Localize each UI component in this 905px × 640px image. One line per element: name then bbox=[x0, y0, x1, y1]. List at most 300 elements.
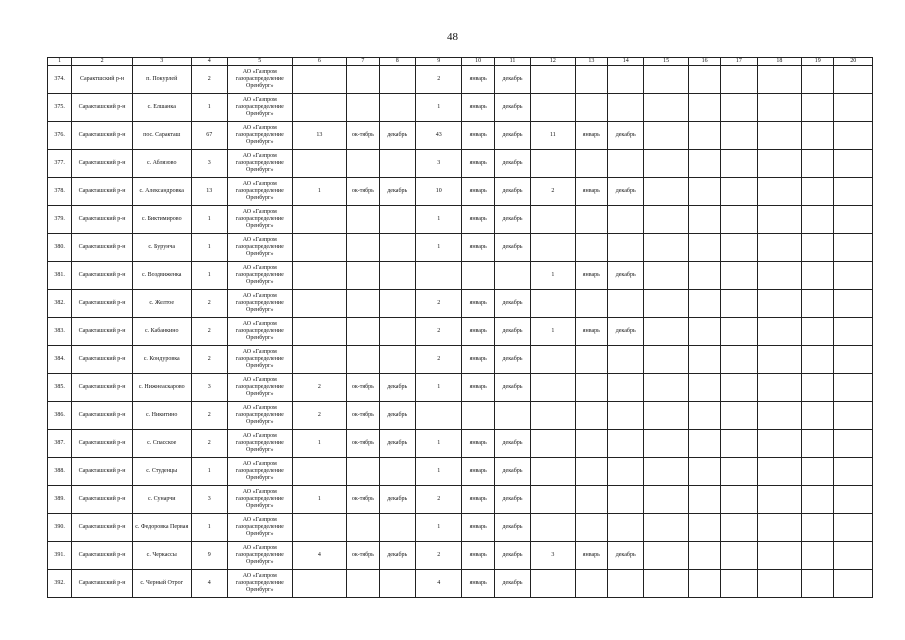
cell-row-number: 383. bbox=[48, 318, 72, 346]
table-row bbox=[48, 94, 873, 122]
cell-end-c bbox=[608, 570, 644, 598]
cell-col-17 bbox=[721, 486, 757, 514]
cell-end-a bbox=[379, 458, 415, 486]
cell-end-b: декабрь bbox=[494, 430, 530, 458]
cell-settlement: с. Александровка bbox=[132, 178, 191, 206]
cell-col-17 bbox=[721, 570, 757, 598]
column-number-cell: 20 bbox=[834, 58, 873, 66]
cell-total-count: 2 bbox=[191, 66, 227, 94]
cell-col-19 bbox=[802, 206, 834, 234]
cell-end-b: декабрь bbox=[494, 150, 530, 178]
cell-col-19 bbox=[802, 570, 834, 598]
cell-total-count: 1 bbox=[191, 206, 227, 234]
cell-organization: АО «Газпром газораспределение Оренбург» bbox=[227, 122, 292, 150]
table-row bbox=[48, 318, 873, 346]
cell-organization: АО «Газпром газораспределение Оренбург» bbox=[227, 514, 292, 542]
cell-count-a bbox=[292, 150, 347, 178]
cell-col-19 bbox=[802, 542, 834, 570]
cell-col-19 bbox=[802, 66, 834, 94]
cell-col-19 bbox=[802, 346, 834, 374]
gasification-table bbox=[47, 57, 873, 598]
cell-col-18 bbox=[757, 206, 801, 234]
cell-start-a: ок-тябрь bbox=[347, 122, 379, 150]
cell-settlement: с. Биктимирово bbox=[132, 206, 191, 234]
table-row bbox=[48, 402, 873, 430]
cell-col-20 bbox=[834, 66, 873, 94]
cell-count-b: 2 bbox=[415, 318, 462, 346]
cell-col-16 bbox=[688, 346, 720, 374]
cell-start-a bbox=[347, 570, 379, 598]
column-number-cell: 4 bbox=[191, 58, 227, 66]
cell-col-20 bbox=[834, 374, 873, 402]
column-number-cell: 11 bbox=[494, 58, 530, 66]
table-row bbox=[48, 570, 873, 598]
cell-start-c bbox=[575, 458, 607, 486]
table-row bbox=[48, 542, 873, 570]
cell-end-b: декабрь bbox=[494, 66, 530, 94]
cell-total-count: 2 bbox=[191, 430, 227, 458]
cell-col-15 bbox=[644, 318, 688, 346]
cell-row-number: 389. bbox=[48, 486, 72, 514]
cell-settlement: с. Черный Отрог bbox=[132, 570, 191, 598]
cell-col-18 bbox=[757, 234, 801, 262]
cell-end-a bbox=[379, 94, 415, 122]
cell-count-b: 2 bbox=[415, 542, 462, 570]
cell-count-c: 2 bbox=[531, 178, 575, 206]
cell-col-17 bbox=[721, 458, 757, 486]
cell-col-15 bbox=[644, 262, 688, 290]
cell-total-count: 3 bbox=[191, 374, 227, 402]
cell-district: Саракташский р-н bbox=[72, 234, 133, 262]
cell-count-b: 1 bbox=[415, 374, 462, 402]
cell-count-a: 1 bbox=[292, 430, 347, 458]
table-row bbox=[48, 486, 873, 514]
cell-col-16 bbox=[688, 178, 720, 206]
cell-total-count: 3 bbox=[191, 150, 227, 178]
cell-end-b: декабрь bbox=[494, 542, 530, 570]
cell-start-a bbox=[347, 150, 379, 178]
cell-count-c bbox=[531, 486, 575, 514]
cell-end-a bbox=[379, 206, 415, 234]
cell-col-18 bbox=[757, 374, 801, 402]
cell-count-b: 1 bbox=[415, 458, 462, 486]
cell-col-20 bbox=[834, 206, 873, 234]
cell-col-16 bbox=[688, 430, 720, 458]
cell-col-18 bbox=[757, 122, 801, 150]
cell-start-b: январь bbox=[462, 94, 494, 122]
cell-col-15 bbox=[644, 430, 688, 458]
cell-organization: АО «Газпром газораспределение Оренбург» bbox=[227, 402, 292, 430]
cell-district: Саракташский р-н bbox=[72, 374, 133, 402]
cell-organization: АО «Газпром газораспределение Оренбург» bbox=[227, 262, 292, 290]
cell-col-17 bbox=[721, 402, 757, 430]
cell-start-b: январь bbox=[462, 178, 494, 206]
cell-start-a bbox=[347, 206, 379, 234]
cell-col-16 bbox=[688, 94, 720, 122]
cell-col-16 bbox=[688, 458, 720, 486]
cell-start-b: январь bbox=[462, 570, 494, 598]
cell-end-c bbox=[608, 94, 644, 122]
cell-col-20 bbox=[834, 150, 873, 178]
cell-district: Саракташский р-н bbox=[72, 122, 133, 150]
table-row bbox=[48, 262, 873, 290]
cell-col-15 bbox=[644, 458, 688, 486]
cell-end-b: декабрь bbox=[494, 458, 530, 486]
cell-col-16 bbox=[688, 486, 720, 514]
cell-count-a bbox=[292, 234, 347, 262]
cell-district: Саракташский р-н bbox=[72, 150, 133, 178]
cell-col-20 bbox=[834, 430, 873, 458]
cell-col-16 bbox=[688, 66, 720, 94]
cell-start-c: январь bbox=[575, 542, 607, 570]
column-number-cell: 19 bbox=[802, 58, 834, 66]
cell-col-15 bbox=[644, 234, 688, 262]
cell-count-b: 1 bbox=[415, 206, 462, 234]
cell-organization: АО «Газпром газораспределение Оренбург» bbox=[227, 542, 292, 570]
cell-total-count: 1 bbox=[191, 514, 227, 542]
cell-end-c bbox=[608, 430, 644, 458]
cell-total-count: 1 bbox=[191, 234, 227, 262]
cell-count-a: 1 bbox=[292, 486, 347, 514]
column-number-row bbox=[48, 58, 873, 66]
column-number-cell: 2 bbox=[72, 58, 133, 66]
cell-organization: АО «Газпром газораспределение Оренбург» bbox=[227, 570, 292, 598]
cell-col-16 bbox=[688, 318, 720, 346]
cell-total-count: 1 bbox=[191, 262, 227, 290]
table-row bbox=[48, 430, 873, 458]
cell-district: Саракташский р-н bbox=[72, 318, 133, 346]
cell-total-count: 3 bbox=[191, 486, 227, 514]
cell-col-18 bbox=[757, 346, 801, 374]
cell-end-b: декабрь bbox=[494, 318, 530, 346]
cell-col-19 bbox=[802, 262, 834, 290]
cell-count-c bbox=[531, 346, 575, 374]
cell-total-count: 2 bbox=[191, 346, 227, 374]
cell-col-20 bbox=[834, 318, 873, 346]
cell-total-count: 13 bbox=[191, 178, 227, 206]
cell-start-c: январь bbox=[575, 122, 607, 150]
table-row bbox=[48, 150, 873, 178]
cell-start-a: ок-тябрь bbox=[347, 542, 379, 570]
cell-col-16 bbox=[688, 570, 720, 598]
cell-row-number: 391. bbox=[48, 542, 72, 570]
cell-col-15 bbox=[644, 122, 688, 150]
cell-start-b: январь bbox=[462, 234, 494, 262]
cell-start-a bbox=[347, 346, 379, 374]
cell-end-c bbox=[608, 290, 644, 318]
cell-start-b: январь bbox=[462, 318, 494, 346]
cell-col-17 bbox=[721, 66, 757, 94]
cell-col-17 bbox=[721, 318, 757, 346]
cell-end-a bbox=[379, 318, 415, 346]
cell-settlement: с. Желтое bbox=[132, 290, 191, 318]
cell-end-b: декабрь bbox=[494, 346, 530, 374]
cell-start-c bbox=[575, 570, 607, 598]
cell-end-a: декабрь bbox=[379, 178, 415, 206]
cell-col-15 bbox=[644, 514, 688, 542]
cell-col-16 bbox=[688, 402, 720, 430]
cell-col-17 bbox=[721, 150, 757, 178]
cell-count-a bbox=[292, 94, 347, 122]
cell-count-b: 1 bbox=[415, 430, 462, 458]
cell-end-a: декабрь bbox=[379, 374, 415, 402]
cell-row-number: 382. bbox=[48, 290, 72, 318]
cell-end-b: декабрь bbox=[494, 290, 530, 318]
cell-district: Саракташский р-н bbox=[72, 206, 133, 234]
cell-organization: АО «Газпром газораспределение Оренбург» bbox=[227, 346, 292, 374]
cell-start-b: январь bbox=[462, 486, 494, 514]
cell-start-a bbox=[347, 514, 379, 542]
cell-settlement: с. Сунарчи bbox=[132, 486, 191, 514]
column-number-cell: 10 bbox=[462, 58, 494, 66]
cell-count-b: 2 bbox=[415, 66, 462, 94]
cell-end-c: декабрь bbox=[608, 542, 644, 570]
cell-total-count: 67 bbox=[191, 122, 227, 150]
cell-organization: АО «Газпром газораспределение Оренбург» bbox=[227, 206, 292, 234]
cell-col-16 bbox=[688, 542, 720, 570]
cell-col-15 bbox=[644, 66, 688, 94]
cell-row-number: 377. bbox=[48, 150, 72, 178]
cell-end-c bbox=[608, 402, 644, 430]
cell-col-16 bbox=[688, 150, 720, 178]
cell-end-b: декабрь bbox=[494, 486, 530, 514]
cell-col-16 bbox=[688, 206, 720, 234]
cell-organization: АО «Газпром газораспределение Оренбург» bbox=[227, 430, 292, 458]
cell-col-16 bbox=[688, 290, 720, 318]
table-header bbox=[48, 58, 873, 66]
cell-count-a: 1 bbox=[292, 178, 347, 206]
cell-count-b: 4 bbox=[415, 570, 462, 598]
cell-start-b: январь bbox=[462, 206, 494, 234]
cell-district: Саракташский р-н bbox=[72, 346, 133, 374]
cell-start-c bbox=[575, 66, 607, 94]
cell-start-a: ок-тябрь bbox=[347, 486, 379, 514]
cell-start-b: январь bbox=[462, 542, 494, 570]
cell-count-c bbox=[531, 514, 575, 542]
cell-col-19 bbox=[802, 234, 834, 262]
cell-count-a: 13 bbox=[292, 122, 347, 150]
cell-count-c bbox=[531, 206, 575, 234]
cell-start-c bbox=[575, 346, 607, 374]
cell-col-20 bbox=[834, 262, 873, 290]
cell-start-a bbox=[347, 234, 379, 262]
cell-col-15 bbox=[644, 150, 688, 178]
cell-col-20 bbox=[834, 402, 873, 430]
cell-count-b: 1 bbox=[415, 234, 462, 262]
cell-settlement: пос. Саракташ bbox=[132, 122, 191, 150]
table-body bbox=[48, 66, 873, 598]
cell-start-a bbox=[347, 262, 379, 290]
cell-count-c bbox=[531, 290, 575, 318]
cell-start-c bbox=[575, 374, 607, 402]
cell-end-a bbox=[379, 66, 415, 94]
cell-count-a bbox=[292, 290, 347, 318]
cell-start-a bbox=[347, 458, 379, 486]
cell-district: Саракташский р-н bbox=[72, 514, 133, 542]
cell-district: Сарактшский р-н bbox=[72, 66, 133, 94]
cell-count-a bbox=[292, 458, 347, 486]
cell-col-19 bbox=[802, 290, 834, 318]
cell-col-18 bbox=[757, 458, 801, 486]
cell-start-a bbox=[347, 290, 379, 318]
cell-col-18 bbox=[757, 290, 801, 318]
cell-count-b: 10 bbox=[415, 178, 462, 206]
cell-total-count: 1 bbox=[191, 94, 227, 122]
table-row bbox=[48, 346, 873, 374]
cell-col-19 bbox=[802, 514, 834, 542]
cell-settlement: с. Никитино bbox=[132, 402, 191, 430]
cell-col-18 bbox=[757, 318, 801, 346]
cell-settlement: п. Покурлей bbox=[132, 66, 191, 94]
cell-col-20 bbox=[834, 514, 873, 542]
cell-organization: АО «Газпром газораспределение Оренбург» bbox=[227, 374, 292, 402]
cell-end-a: декабрь bbox=[379, 542, 415, 570]
cell-total-count: 2 bbox=[191, 402, 227, 430]
column-number-cell: 8 bbox=[379, 58, 415, 66]
cell-col-17 bbox=[721, 346, 757, 374]
cell-row-number: 378. bbox=[48, 178, 72, 206]
cell-col-15 bbox=[644, 94, 688, 122]
cell-col-15 bbox=[644, 486, 688, 514]
table-row bbox=[48, 122, 873, 150]
cell-settlement: с. Студенцы bbox=[132, 458, 191, 486]
cell-organization: АО «Газпром газораспределение Оренбург» bbox=[227, 150, 292, 178]
cell-row-number: 387. bbox=[48, 430, 72, 458]
cell-count-a: 4 bbox=[292, 542, 347, 570]
cell-start-b: январь bbox=[462, 150, 494, 178]
cell-end-c bbox=[608, 234, 644, 262]
cell-col-17 bbox=[721, 374, 757, 402]
cell-col-17 bbox=[721, 262, 757, 290]
cell-col-19 bbox=[802, 94, 834, 122]
cell-col-19 bbox=[802, 318, 834, 346]
cell-district: Саракташский р-н bbox=[72, 542, 133, 570]
cell-district: Саракташский р-н bbox=[72, 94, 133, 122]
cell-row-number: 374. bbox=[48, 66, 72, 94]
cell-col-19 bbox=[802, 430, 834, 458]
cell-col-16 bbox=[688, 374, 720, 402]
column-number-cell: 16 bbox=[688, 58, 720, 66]
cell-end-a: декабрь bbox=[379, 402, 415, 430]
cell-count-c bbox=[531, 570, 575, 598]
column-number-cell: 18 bbox=[757, 58, 801, 66]
cell-col-19 bbox=[802, 122, 834, 150]
cell-start-a bbox=[347, 94, 379, 122]
cell-start-c bbox=[575, 94, 607, 122]
cell-count-a bbox=[292, 66, 347, 94]
cell-row-number: 380. bbox=[48, 234, 72, 262]
cell-row-number: 381. bbox=[48, 262, 72, 290]
cell-col-17 bbox=[721, 542, 757, 570]
cell-col-15 bbox=[644, 178, 688, 206]
cell-count-a bbox=[292, 514, 347, 542]
cell-district: Саракташский р-н bbox=[72, 458, 133, 486]
cell-start-b bbox=[462, 402, 494, 430]
cell-col-15 bbox=[644, 402, 688, 430]
cell-col-15 bbox=[644, 570, 688, 598]
cell-end-b bbox=[494, 402, 530, 430]
column-number-cell: 3 bbox=[132, 58, 191, 66]
cell-count-a bbox=[292, 262, 347, 290]
cell-end-c bbox=[608, 346, 644, 374]
cell-col-20 bbox=[834, 570, 873, 598]
cell-col-20 bbox=[834, 122, 873, 150]
cell-col-17 bbox=[721, 514, 757, 542]
cell-col-17 bbox=[721, 94, 757, 122]
table-row bbox=[48, 66, 873, 94]
cell-count-a: 2 bbox=[292, 374, 347, 402]
cell-count-c bbox=[531, 402, 575, 430]
cell-count-a: 2 bbox=[292, 402, 347, 430]
cell-count-a bbox=[292, 346, 347, 374]
cell-organization: АО «Газпром газораспределение Оренбург» bbox=[227, 318, 292, 346]
cell-end-a bbox=[379, 290, 415, 318]
column-number-cell: 15 bbox=[644, 58, 688, 66]
cell-col-20 bbox=[834, 178, 873, 206]
cell-district: Саракташский р-н bbox=[72, 430, 133, 458]
cell-start-c bbox=[575, 430, 607, 458]
cell-count-b: 2 bbox=[415, 346, 462, 374]
cell-end-a: декабрь bbox=[379, 430, 415, 458]
cell-end-c: декабрь bbox=[608, 178, 644, 206]
cell-district: Саракташский р-н bbox=[72, 262, 133, 290]
cell-count-c: 1 bbox=[531, 262, 575, 290]
column-number-cell: 9 bbox=[415, 58, 462, 66]
cell-row-number: 379. bbox=[48, 206, 72, 234]
cell-col-18 bbox=[757, 570, 801, 598]
table-row bbox=[48, 206, 873, 234]
cell-start-b: январь bbox=[462, 458, 494, 486]
cell-col-18 bbox=[757, 150, 801, 178]
cell-count-c bbox=[531, 234, 575, 262]
cell-settlement: с. Кабанкино bbox=[132, 318, 191, 346]
cell-col-18 bbox=[757, 486, 801, 514]
column-number-cell: 12 bbox=[531, 58, 575, 66]
cell-col-16 bbox=[688, 234, 720, 262]
cell-end-c bbox=[608, 458, 644, 486]
cell-col-18 bbox=[757, 514, 801, 542]
cell-end-c bbox=[608, 66, 644, 94]
cell-count-c bbox=[531, 374, 575, 402]
cell-settlement: с. Елшанка bbox=[132, 94, 191, 122]
cell-count-a bbox=[292, 318, 347, 346]
cell-col-19 bbox=[802, 402, 834, 430]
cell-count-a bbox=[292, 206, 347, 234]
cell-count-c bbox=[531, 66, 575, 94]
cell-col-15 bbox=[644, 346, 688, 374]
cell-row-number: 390. bbox=[48, 514, 72, 542]
cell-end-c bbox=[608, 514, 644, 542]
cell-col-20 bbox=[834, 94, 873, 122]
cell-count-b bbox=[415, 262, 462, 290]
cell-district: Саракташский р-н bbox=[72, 486, 133, 514]
cell-end-c: декабрь bbox=[608, 122, 644, 150]
cell-count-a bbox=[292, 570, 347, 598]
cell-col-20 bbox=[834, 542, 873, 570]
cell-start-b: январь bbox=[462, 514, 494, 542]
cell-settlement: с. Кондуровка bbox=[132, 346, 191, 374]
cell-settlement: с. Воздвиженка bbox=[132, 262, 191, 290]
cell-organization: АО «Газпром газораспределение Оренбург» bbox=[227, 94, 292, 122]
cell-end-a bbox=[379, 514, 415, 542]
cell-end-a: декабрь bbox=[379, 486, 415, 514]
cell-settlement: с. Нижнеаскарово bbox=[132, 374, 191, 402]
cell-start-b: январь bbox=[462, 346, 494, 374]
cell-organization: АО «Газпром газораспределение Оренбург» bbox=[227, 290, 292, 318]
cell-count-b bbox=[415, 402, 462, 430]
column-number-cell: 1 bbox=[48, 58, 72, 66]
cell-organization: АО «Газпром газораспределение Оренбург» bbox=[227, 458, 292, 486]
